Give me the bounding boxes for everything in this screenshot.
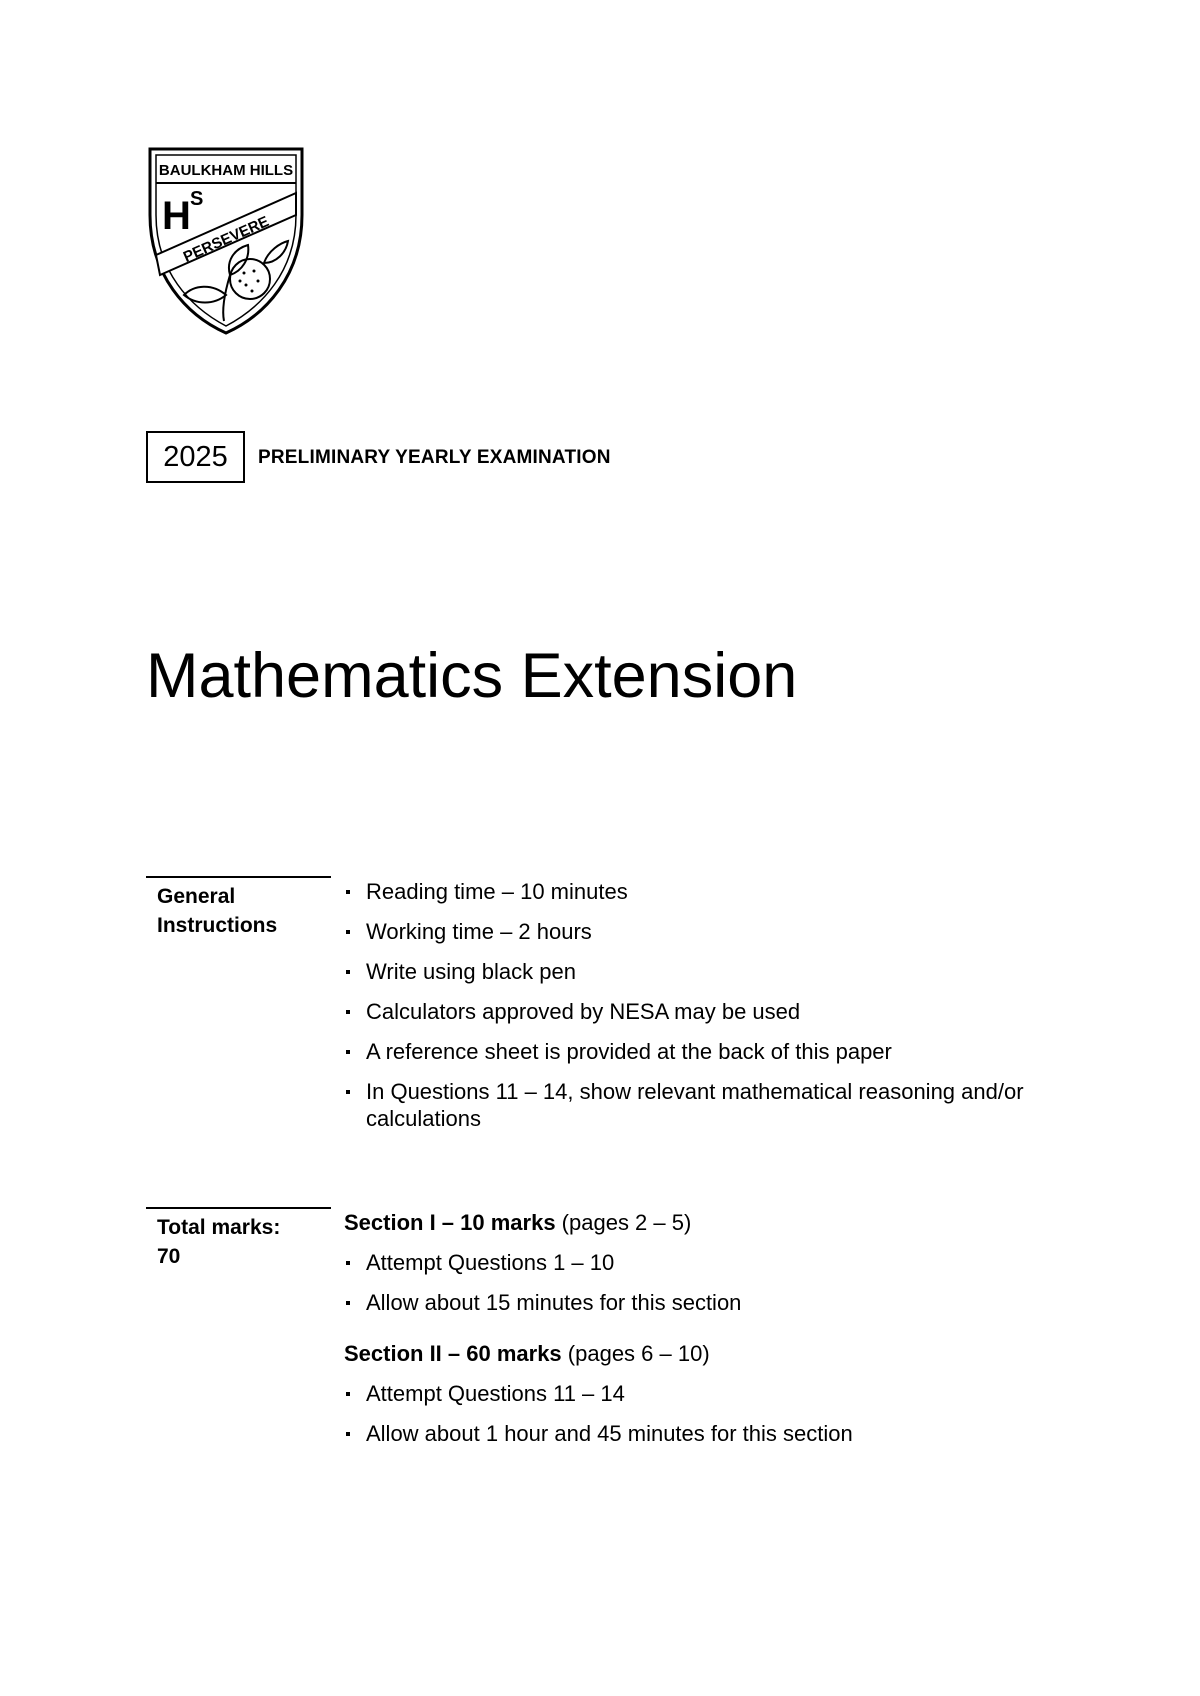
list-item: Working time – 2 hours — [344, 918, 1066, 945]
list-item: In Questions 11 – 14, show relevant mathematical reasoning and/or calculations — [344, 1078, 1046, 1132]
section-1-title: Section I – 10 marks — [344, 1210, 556, 1235]
subject-title: Mathematics Extension — [146, 641, 798, 711]
list-item: Attempt Questions 11 – 14 — [344, 1380, 1066, 1407]
list-item: Allow about 1 hour and 45 minutes for this section — [344, 1420, 1066, 1447]
total-marks-value: 70 — [157, 1245, 181, 1268]
crest-motto: PERSEVERE — [180, 213, 272, 266]
total-marks-label — [146, 1207, 331, 1271]
exam-type-label: PRELIMINARY YEARLY EXAMINATION — [258, 447, 611, 468]
total-marks-block — [146, 1207, 1046, 1467]
list-item: A reference sheet is provided at the back of this paper — [344, 1038, 1066, 1065]
crest-initial-s: S — [190, 188, 204, 210]
general-instructions-label-line2: Instructions — [157, 914, 278, 937]
section-1-heading — [344, 1209, 1064, 1236]
section-2-list — [344, 1380, 1064, 1447]
crest-initial-h: H — [162, 194, 191, 238]
list-item: Reading time – 10 minutes — [344, 878, 1066, 905]
section-2-heading — [344, 1340, 1064, 1367]
section-1-list — [344, 1249, 1064, 1316]
general-instructions-list — [344, 878, 1066, 1145]
list-item: Attempt Questions 1 – 10 — [344, 1249, 1066, 1276]
general-instructions-block — [146, 876, 1046, 1136]
section-2-title: Section II – 60 marks — [344, 1341, 562, 1366]
sections-list — [344, 1209, 1064, 1460]
school-crest-icon — [146, 145, 306, 337]
list-item: Write using black pen — [344, 958, 1066, 985]
total-marks-label-line1: Total marks: — [157, 1216, 281, 1239]
section-2-pages: (pages 6 – 10) — [561, 1341, 710, 1366]
list-item: Calculators approved by NESA may be used — [344, 998, 1066, 1025]
general-instructions-label — [146, 876, 331, 940]
general-instructions-label-line1: General — [157, 885, 236, 908]
list-item: Allow about 15 minutes for this section — [344, 1289, 1066, 1316]
crest-school-name: BAULKHAM HILLS — [158, 162, 294, 179]
exam-year: 2025 — [146, 431, 245, 483]
section-1-pages: (pages 2 – 5) — [555, 1210, 692, 1235]
